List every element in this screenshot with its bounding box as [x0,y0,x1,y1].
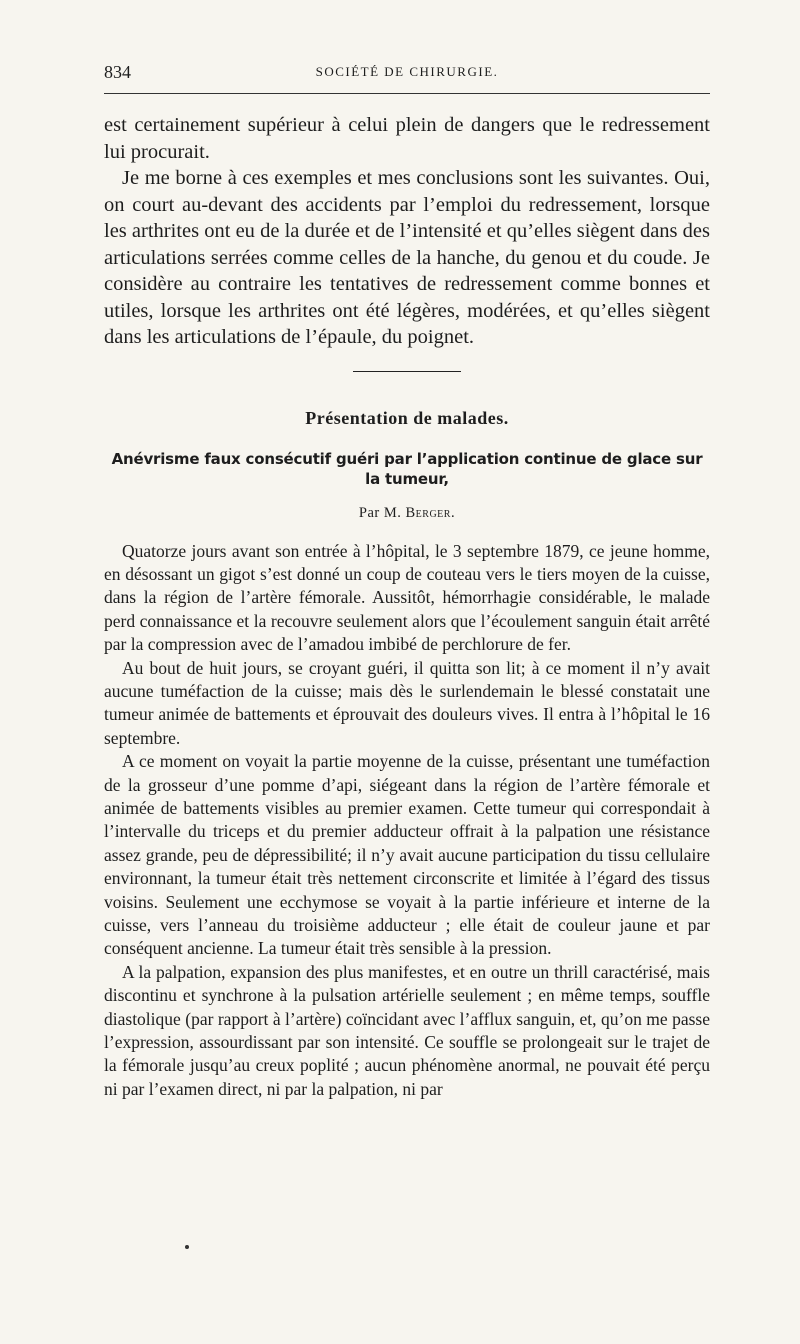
section-subtitle: Anévrisme faux consécutif guéri par l’application continue de glace sur la tumeur, [111,449,703,488]
body-paragraph: Quatorze jours avant son entrée à l’hôpital, le 3 septembre 1879, ce jeune homme, en désossant un gigot s’est donné un coup de couteau vers le tiers moyen de la cuisse, dans la région de l’artère fémorale. Aussitôt, hémorrhagie considérable, le malade perd connaissance et la recouvre seulement alors que l’écoulement sanguin était arrêté par la compression avec de l’amadou imbibé de perchlorure de fer. [104,540,710,655]
page-header [104,62,710,84]
author-line [104,505,710,522]
body-paragraph: Au bout de huit jours, se croyant guéri, il quitta son lit; à ce moment il n’y avait aucune tuméfaction de la cuisse; mais dès le surlendemain le blessé constatait une tumeur animée de battements et éprouvait des douleurs vives. Il entra à l’hôpital le 16 septembre. [104,657,710,748]
page-number: 834 [104,62,131,82]
intro-paragraph: Je me borne à ces exemples et mes conclusions sont les suivantes. Oui, on court au-devant des accidents par l’emploi du redressement, lorsque les arthrites ont eu de la durée et de l’intensité et qu’elles siègent dans des articulations serrées comme celles de la hanche, du genou et du coude. Je considère au contraire les tentatives de redressement comme bonnes et utiles, lorsque les arthrites ont été légères, modérées, et qu’elles siègent dans les articulations de l’épaule, du poignet. [104,167,710,348]
body-paragraph: A la palpation, expansion des plus manifestes, et en outre un thrill caractérisé, mais discontinu et synchrone à la pulsation artérielle seulement ; en même temps, souffle diastolique (par rapport à l’artère) coïncidant avec l’afflux sanguin, et, qu’on me passe l’expression, assourdissant par son intensité. Ce souffle se prolongeait sur le trajet de la fémorale jusqu’au creux poplité ; aucun phénomène anormal, ne pouvait été perçu ni par l’examen direct, ni par la palpation, ni par [104,961,710,1099]
running-title: SOCIÉTÉ DE CHIRURGIE. [315,64,499,79]
intro-paragraph: est certainement supérieur à celui plein de dangers que le redressement lui procurait. [104,114,710,163]
body-paragraph: A ce moment on voyait la partie moyenne de la cuisse, présentant une tuméfaction de la grosseur d’une pomme d’api, siégeant dans la région de l’artère fémorale et animée de battements visibles au premier examen. Cette tumeur qui correspondait à l’intervalle du triceps et du premier adducteur offrait à la palpation une résistance assez grande, peu de dépressibilité; il n’y avait aucune participation du tissu cellulaire environnant, la tumeur était très nettement circonscrite et limitée à l’égard des tissus voisins. Seulement une ecchymose se voyait à la partie inférieure et interne de la cuisse, vers l’anneau du troisième adducteur ; elle était de couleur jaune et par conséquent ancienne. La tumeur était très sensible à la pression. [104,751,710,959]
author-prefix: Par M. [358,504,402,521]
print-speck [185,1245,189,1249]
page-body [104,112,710,1101]
author-name: Berger. [405,504,456,521]
section-separator [353,371,461,372]
section-title: Présentation de malades. [305,407,509,428]
header-rule [104,93,710,94]
